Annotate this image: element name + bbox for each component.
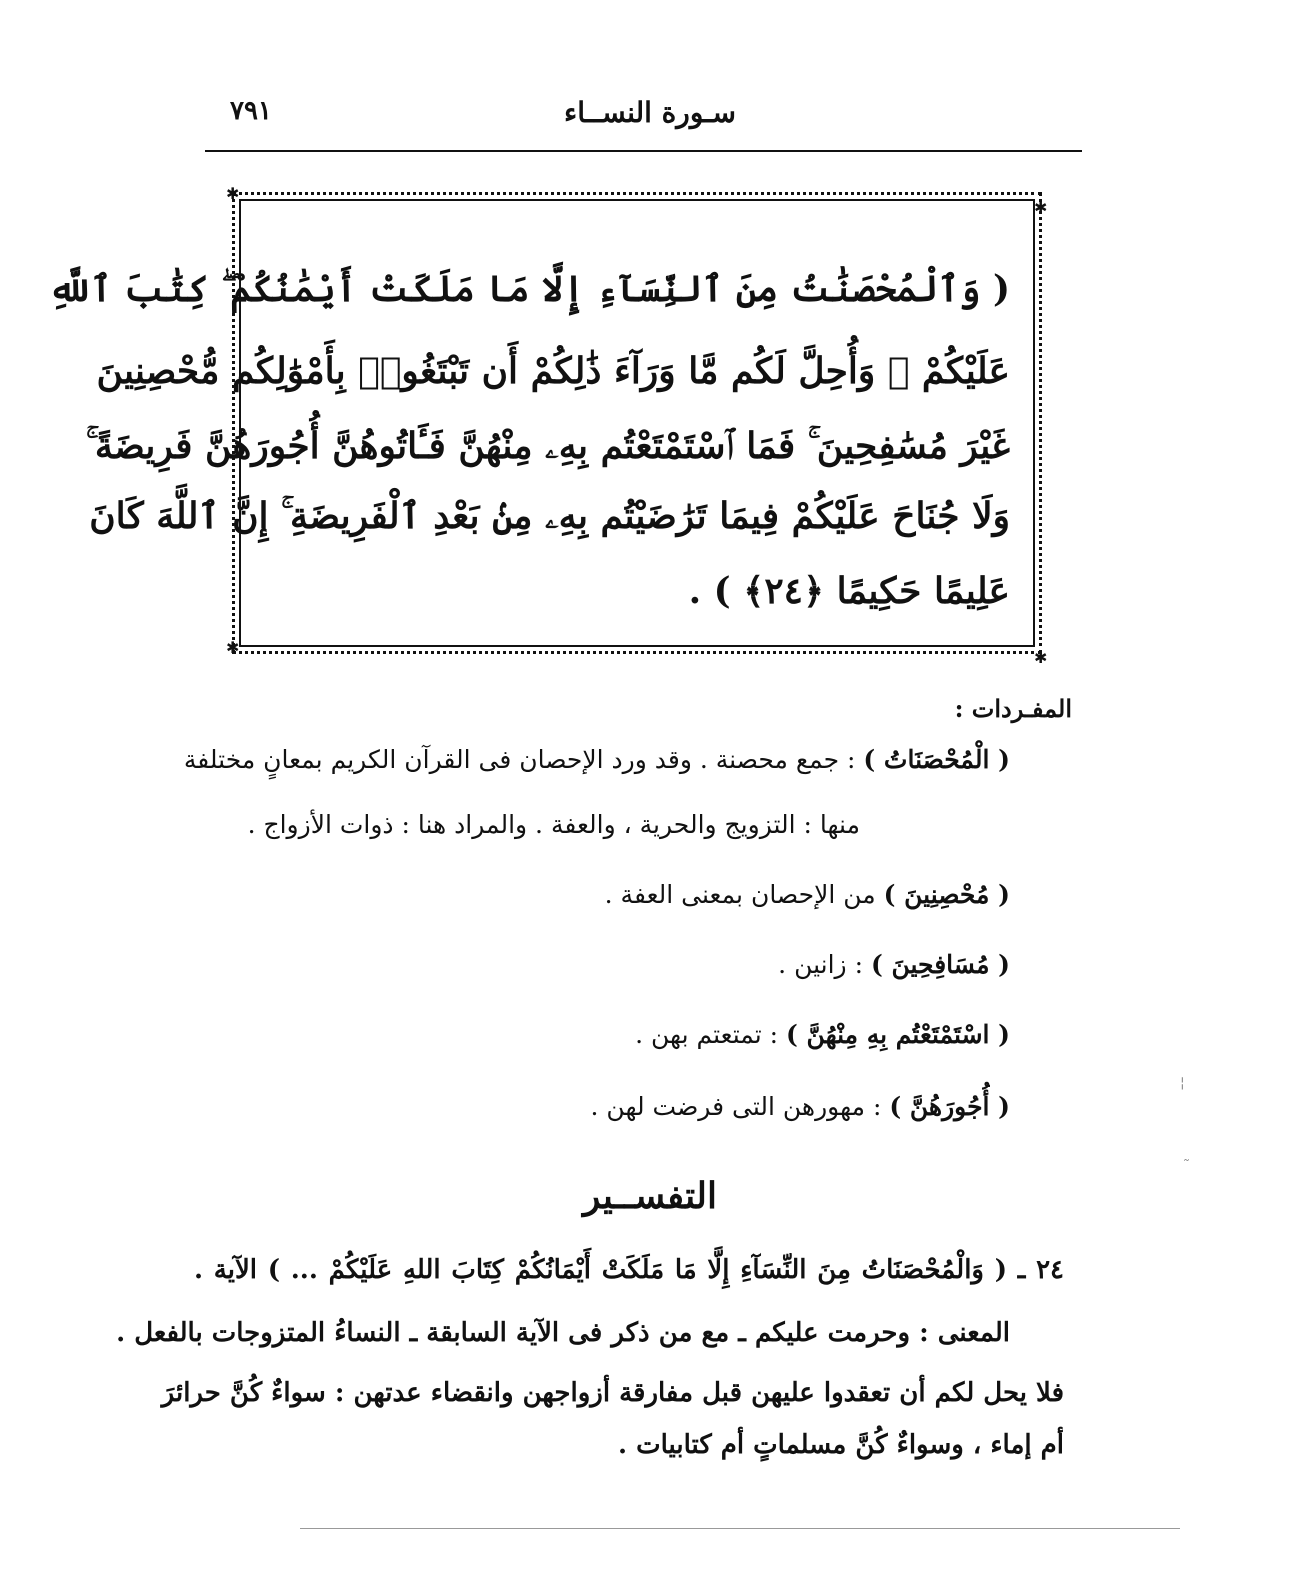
- page-number: ٧٩١: [230, 96, 272, 126]
- vocabulary-definition: : مهورهن التى فرضت لهن .: [590, 1092, 882, 1121]
- vocabulary-definition: من الإحصان بمعنى العفة .: [604, 880, 876, 909]
- frame-corner-ornament: ✱: [1034, 198, 1048, 217]
- tafsir-line: أم إماء ، وسواءٌ كُنَّ مسلماتٍ أم كتابيات .: [618, 1430, 1064, 1460]
- verse-line: وَلَا جُنَاحَ عَلَيْكُمْ فِيمَا تَرَٰضَيْتُم بِهِۦ مِنۢ بَعْدِ ٱلْفَرِيضَةِ ۚ إِنَّ ٱللَّهَ كَانَ: [89, 495, 1010, 537]
- vocabulary-term: ( أُجُورَهُنَّ ): [889, 1092, 1010, 1121]
- tafsir-line: ٢٤ ـ ( وَالْمُحْصَنَاتُ مِنَ النِّسَآءِ إِلَّا مَا مَلَكَتْ أَيْمَانُكُمْ كِتَابَ اللهِ عَلَيْكُمْ ... ) الآية .: [194, 1255, 1064, 1285]
- verse-line: عَلِيمًا حَكِيمًا ﴿٢٤﴾ ) .: [688, 570, 1010, 612]
- frame-corner-ornament: ✱: [1034, 648, 1048, 667]
- scan-bottom-edge: [300, 1528, 1180, 1529]
- verse-line: ( وَٱلْمُحْصَنَٰتُ مِنَ ٱلنِّسَآءِ إِلَّا مَا مَلَكَتْ أَيْمَٰنُكُمْ ۖ كِتَٰبَ ٱللَّهِ: [48, 268, 1010, 310]
- vocabulary-entry: [635, 1020, 1010, 1049]
- vocabulary-term: ( الْمُحْصَنَاتُ ): [863, 745, 1010, 774]
- verse-line: غَيْرَ مُسَٰفِحِينَ ۚ فَمَا ٱسْتَمْتَعْتُم بِهِۦ مِنْهُنَّ فَـَٔاتُوهُنَّ أُجُورَهُنَّ فَرِيضَةً ۚ: [85, 425, 1010, 467]
- header-divider: [205, 150, 1082, 152]
- verse-line: عَلَيْكُمْ ۚ وَأُحِلَّ لَكُم مَّا وَرَآءَ ذَٰلِكُمْ أَن تَبْتَغُوا۟ بِأَمْوَٰلِكُم مُّحْصِنِينَ: [96, 350, 1010, 392]
- vocabulary-entry: [591, 1092, 1010, 1121]
- tafsir-heading: التفســير: [583, 1175, 717, 1217]
- frame-corner-ornament: ✱: [226, 638, 240, 657]
- vocabulary-entry-continuation: [248, 810, 860, 839]
- vocabulary-entry: [605, 880, 1010, 909]
- scan-margin-mark: ˜: [1183, 1158, 1190, 1174]
- vocabulary-term: ( اسْتَمْتَعْتُم بِهِ مِنْهُنَّ ): [786, 1020, 1010, 1049]
- vocabulary-definition: منها : التزويج والحرية ، والعفة . والمراد هنا : ذوات الأزواج .: [247, 810, 860, 839]
- page-title: سـورة النســاء: [564, 96, 736, 129]
- scan-margin-mark: ¦: [1180, 1075, 1185, 1091]
- vocabulary-term: ( مُحْصِنِينَ ): [883, 880, 1010, 909]
- vocabulary-heading: المفـردات :: [954, 694, 1072, 723]
- vocabulary-definition: : تمتعتم بهن .: [635, 1020, 779, 1049]
- frame-corner-ornament: ✱: [226, 184, 240, 203]
- vocabulary-definition: : جمع محصنة . وقد ورد الإحصان فى القرآن الكريم بمعانٍ مختلفة: [183, 745, 856, 774]
- tafsir-line: المعنى : وحرمت عليكم ـ مع من ذكر فى الآية السابقة ـ النساءُ المتزوجات بالفعل .: [116, 1318, 1010, 1348]
- vocabulary-entry: [183, 745, 1010, 774]
- vocabulary-definition: : زانين .: [778, 950, 863, 979]
- vocabulary-term: ( مُسَافِحِينَ ): [870, 950, 1010, 979]
- vocabulary-entry: [778, 950, 1010, 979]
- tafsir-line: فلا يحل لكم أن تعقدوا عليهن قبل مفارقة أزواجهن وانقضاء عدتهن : سواءٌ كُنَّ حرائرَ: [161, 1378, 1064, 1408]
